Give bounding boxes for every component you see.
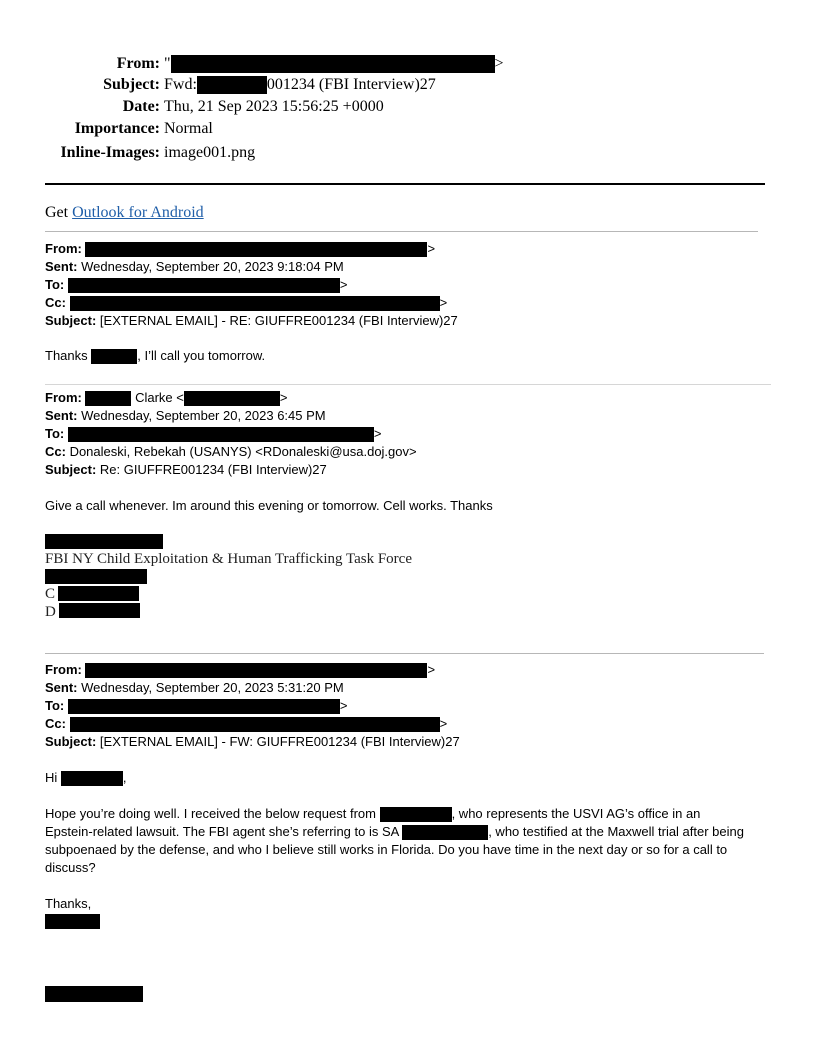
from-label: From:: [45, 241, 82, 256]
message-divider: [45, 653, 764, 654]
message-2-from: [45, 389, 287, 407]
to-label: To:: [45, 698, 65, 713]
message-1-cc: [45, 294, 447, 312]
header-importance-label: Importance:: [74, 120, 160, 137]
message-3-sent: [45, 679, 344, 697]
redaction: [402, 825, 488, 840]
from-bracket: >: [427, 241, 436, 256]
message-divider: [45, 384, 771, 385]
message-2-body: Give a call whenever. Im around this evening or tomorrow. Cell works. Thanks: [45, 498, 493, 513]
to-label: To:: [45, 426, 65, 441]
redaction: [59, 603, 140, 618]
message-1-body: [45, 347, 265, 365]
redaction: [45, 534, 163, 549]
redaction: [85, 391, 131, 406]
body-text: , who testified at the Maxwell trial after being: [488, 824, 744, 839]
get-outlook-line: [45, 204, 204, 222]
subject-label: Subject:: [45, 313, 97, 328]
signature-org: FBI NY Child Exploitation & Human Trafficking Task Force: [45, 551, 412, 567]
body-text: Epstein-related lawsuit. The FBI agent she’s referring to is SA: [45, 824, 403, 839]
redaction: [197, 76, 267, 94]
message-1-to: [45, 276, 347, 294]
message-3-from: [45, 661, 435, 679]
redaction: [45, 914, 100, 929]
message-2-sent: [45, 407, 326, 425]
body-text: , who represents the USVI AG’s office in an: [451, 806, 701, 821]
greeting-comma: ,: [122, 770, 127, 785]
header-inline-images-value: image001.png: [164, 144, 256, 161]
header-from-value: [164, 54, 504, 74]
message-3-paragraph-line-4: discuss?: [45, 860, 96, 875]
redaction: [58, 586, 139, 601]
outlook-for-android-link[interactable]: Outlook for Android: [72, 204, 204, 221]
subject-label: Subject:: [45, 734, 97, 749]
subject-label: Subject:: [45, 462, 97, 477]
message-3-subject: [45, 733, 460, 751]
cc-label: Cc:: [45, 295, 66, 310]
from-bracket: >: [279, 390, 288, 405]
cc-label: Cc:: [45, 444, 66, 459]
header-subject-prefix: Fwd:: [164, 76, 197, 93]
sent-label: Sent:: [45, 408, 78, 423]
redaction: [68, 427, 374, 442]
header-importance-value: Normal: [164, 120, 213, 137]
redaction: [45, 986, 143, 1002]
redaction: [171, 55, 495, 73]
greeting-text: Hi: [45, 770, 61, 785]
body-text: , I’ll call you tomorrow.: [137, 348, 266, 363]
redaction: [91, 349, 137, 364]
redaction: [45, 569, 147, 584]
message-1-from: [45, 240, 435, 258]
sent-value: Wednesday, September 20, 2023 6:45 PM: [77, 408, 326, 423]
header-from-label: From:: [116, 55, 160, 72]
sent-value: Wednesday, September 20, 2023 5:31:20 PM: [77, 680, 344, 695]
redaction: [184, 391, 280, 406]
sent-value: Wednesday, September 20, 2023 9:18:04 PM: [77, 259, 344, 274]
from-name: Clarke <: [131, 390, 184, 405]
header-subject-label: Subject:: [103, 76, 160, 93]
message-3-to: [45, 697, 347, 715]
signature-cell-label: C: [45, 586, 56, 602]
signature-desk-line: [45, 603, 56, 621]
message-3-closing: Thanks,: [45, 896, 92, 911]
header-date-value: Thu, 21 Sep 2023 15:56:25 +0000: [164, 98, 384, 115]
get-outlook-prefix: Get: [45, 204, 73, 221]
cc-value: Donaleski, Rebekah (USANYS) <RDonaleski@usa.doj.gov>: [65, 444, 417, 459]
cc-bracket: >: [439, 295, 448, 310]
message-divider: [45, 231, 758, 232]
header-inline-images-label: Inline-Images:: [60, 144, 160, 161]
message-1-subject: [45, 312, 458, 330]
cc-bracket: >: [439, 716, 448, 731]
subject-value: [EXTERNAL EMAIL] - FW: GIUFFRE001234 (FBI Interview)27: [96, 734, 460, 749]
message-3-paragraph-line-1: [45, 805, 700, 823]
message-2-to: [45, 425, 381, 443]
message-3-paragraph-line-2: [45, 823, 744, 841]
message-3-cc: [45, 715, 447, 733]
sent-label: Sent:: [45, 680, 78, 695]
from-label: From:: [45, 662, 82, 677]
header-from-quote: ": [164, 55, 171, 72]
header-subject-suffix: 001234 (FBI Interview)27: [266, 76, 436, 93]
redaction: [380, 807, 452, 822]
subject-value: Re: GIUFFRE001234 (FBI Interview)27: [96, 462, 327, 477]
header-divider: [45, 183, 765, 185]
header-from-bracket: >: [494, 55, 504, 72]
message-3-greeting: [45, 769, 127, 787]
to-bracket: >: [339, 698, 348, 713]
redaction: [85, 242, 427, 257]
signature-cell-line: [45, 585, 55, 603]
message-2-cc: [45, 443, 417, 461]
redaction: [68, 699, 340, 714]
from-bracket: >: [427, 662, 436, 677]
message-1-sent: [45, 258, 344, 276]
message-2-subject: [45, 461, 327, 479]
from-label: From:: [45, 390, 82, 405]
to-bracket: >: [339, 277, 348, 292]
message-3-paragraph-line-3: subpoenaed by the defense, and who I believe still works in Florida. Do you have time in the next day or so for a call to: [45, 842, 728, 857]
sent-label: Sent:: [45, 259, 78, 274]
to-bracket: >: [373, 426, 382, 441]
body-text: Thanks: [45, 348, 92, 363]
to-label: To:: [45, 277, 65, 292]
redaction: [70, 717, 440, 732]
redaction: [61, 771, 123, 786]
header-subject-value: [164, 75, 436, 95]
body-text: Hope you’re doing well. I received the below request from: [45, 806, 380, 821]
header-date-label: Date:: [122, 98, 160, 115]
signature-desk-label: D: [45, 604, 56, 620]
subject-value: [EXTERNAL EMAIL] - RE: GIUFFRE001234 (FBI Interview)27: [96, 313, 458, 328]
redaction: [70, 296, 440, 311]
redaction: [85, 663, 427, 678]
cc-label: Cc:: [45, 716, 66, 731]
redaction: [68, 278, 340, 293]
